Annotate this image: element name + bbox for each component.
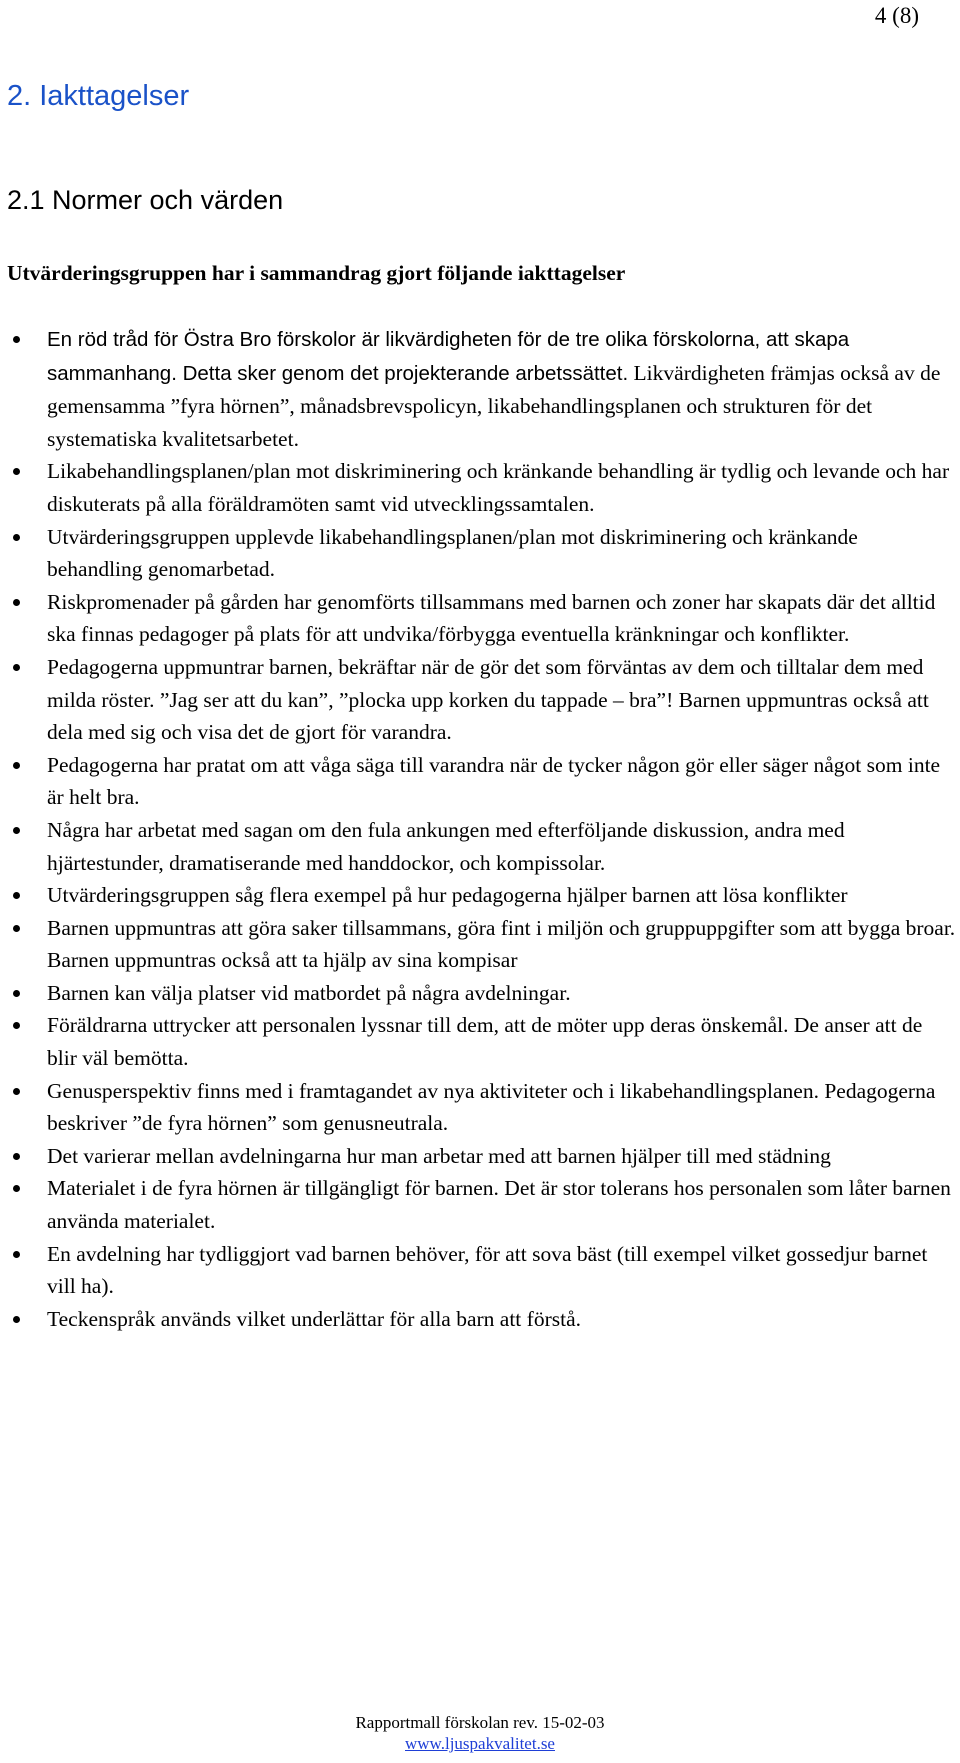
list-item [47,749,957,814]
list-item-text: Likabehandlingsplanen/plan mot diskriminering och kränkande behandling är tydlig och levande och har diskuterats på alla föräldramöten samt vid utvecklingssamtalen. [47,459,950,516]
bullet-icon [13,664,20,671]
list-item [47,1075,957,1140]
bullet-icon [13,892,20,899]
list-item-text: Pedagogerna har pratat om att våga säga till varandra när de tycker någon gör eller säger något som inte är helt bra. [47,752,941,810]
list-item [47,1238,957,1303]
list-item-serif-text: Likvärdigheten främjas också av de gemensamma ”fyra hörnen”, månadsbrevspolicyn, likabehandlingsplanen och strukturen för det systematiska kvalitetsarbetet. [47,360,941,451]
list-item [47,521,957,586]
list-item-text: Riskpromenader på gården har genomförts tillsammans med barnen och zoner har skapats där det alltid ska finnas pedagoger på plats för att undvika/förbygga eventuella kränkningar och konflikter. [47,589,936,647]
list-item-text: Några har arbetat med sagan om den fula ankungen med efterföljande diskussion, andra med hjärtestunder, dramatiserande med handdockor, och kompissolar. [47,817,845,875]
bullet-icon [13,468,20,475]
bullet-icon [13,827,20,834]
list-item-text: Barnen kan välja platser vid matbordet på några avdelningar. [47,980,571,1005]
bullet-icon [13,1088,20,1095]
bullet-icon [13,1153,20,1160]
list-item [47,1140,957,1173]
list-item [47,977,957,1010]
list-item [47,1009,957,1074]
page-number: 4 (8) [874,3,919,28]
list-item [47,879,957,912]
list-item [47,912,957,977]
list-item-text: Utvärderingsgruppen såg flera exempel på hur pedagogerna hjälper barnen att lösa konflikter [47,883,848,908]
bullet-icon [13,1185,20,1192]
observations-list [0,323,960,1335]
list-item-text [47,323,957,455]
bullet-icon [13,762,20,769]
bullet-icon [13,1022,20,1029]
observations-intro: Utvärderingsgruppen har i sammandrag gjort följande iakttagelser [7,261,626,285]
list-item [47,651,957,749]
footer-template-label: Rapportmall förskolan rev. 15-02-03 [355,1713,605,1732]
list-item [47,1303,957,1336]
list-item-text: Föräldrarna uttrycker att personalen lyssnar till dem, att de möter upp deras önskemål. De anser att de blir väl bemötta. [47,1013,923,1071]
footer-website-link[interactable]: www.ljuspakvalitet.se [405,1734,555,1753]
bullet-icon [13,925,20,932]
list-item [47,814,957,879]
subsection-heading: 2.1 Normer och värden [7,185,284,215]
bullet-icon [13,1316,20,1323]
list-item-text: Materialet i de fyra hörnen är tillgängligt för barnen. Det är stor tolerans hos personalen som låter barnen använda materialet. [47,1176,951,1234]
bullet-icon [13,990,20,997]
list-item [47,586,957,651]
bullet-icon [13,336,20,343]
bullet-icon [13,1251,20,1258]
list-item-text: Genusperspektiv finns med i framtagandet av nya aktiviteter och i likabehandlingsplanen. Pedagogerna beskriver ”de fyra hörnen” som genusneutrala. [47,1078,936,1136]
list-item-text: Utvärderingsgruppen upplevde likabehandlingsplanen/plan mot diskriminering och kränkande behandling genomarbetad. [47,524,858,582]
list-item [47,455,957,520]
bullet-icon [13,534,20,541]
list-item-text: Pedagogerna uppmuntrar barnen, bekräftar när de gör det som förväntas av dem och tilltalar dem med milda röster. ”Jag ser att du kan”, ”plocka upp korken du tappade – bra”! Barnen uppmuntras också att dela med sig och visa det de gjort för varandra. [47,654,929,745]
list-item-text: Barnen uppmuntras att göra saker tillsammans, göra fint i miljön och gruppuppgifter som att bygga broar. Barnen uppmuntras också att ta hjälp av sina kompisar [47,915,956,973]
list-item [47,1172,957,1237]
list-item [47,323,957,455]
section-heading: 2. Iakttagelser [7,80,190,112]
list-item-sans-text: En röd tråd för Östra Bro förskolor är likvärdigheten för de tre olika förskolorna, att skapa sammanhang. Detta sker genom det projekterande arbetssättet. [47,328,850,385]
list-item-text: Det varierar mellan avdelningarna hur man arbetar med att barnen hjälper till med städning [47,1143,831,1168]
list-item-text: En avdelning har tydliggjort vad barnen behöver, för att sova bäst (till exempel vilket gossedjur barnet vill ha). [47,1241,928,1299]
bullet-icon [13,599,20,606]
list-item-text: Teckenspråk används vilket underlättar för alla barn att förstå. [47,1306,581,1331]
